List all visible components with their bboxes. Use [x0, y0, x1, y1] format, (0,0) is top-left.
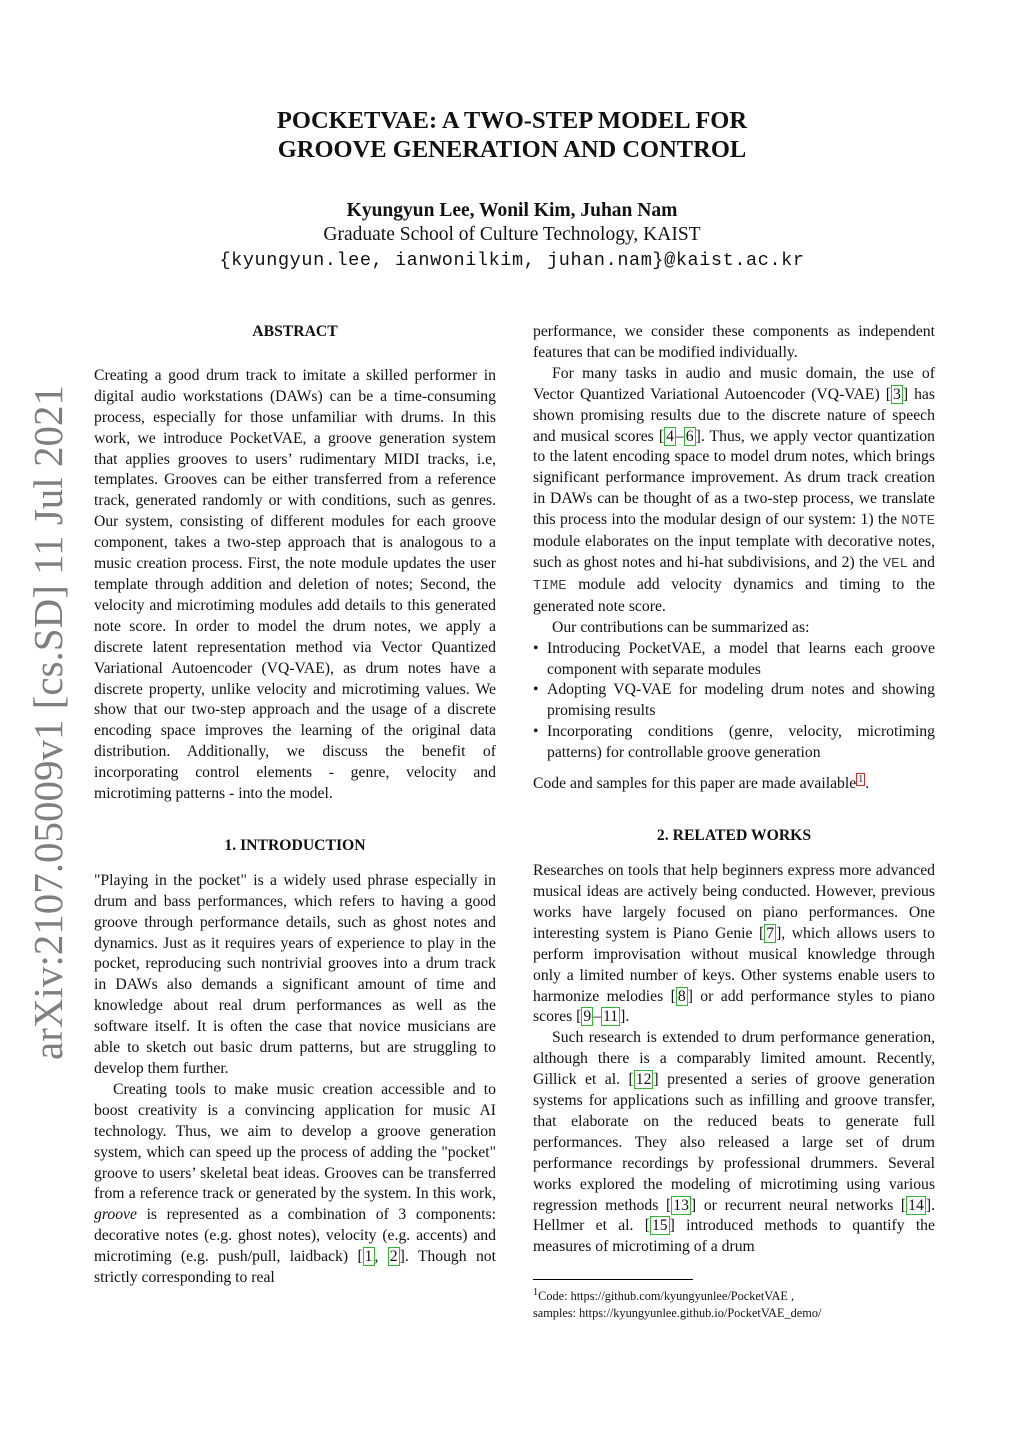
author-emails: {kyungyun.lee, ianwonilkim, juhan.nam}@kaist.ac.kr — [219, 250, 805, 271]
contributions-intro: Our contributions can be summarized as: — [552, 618, 810, 636]
citation-6[interactable]: 6 — [685, 427, 694, 445]
related-works-heading: 2. RELATED WORKS — [656, 827, 812, 845]
footnote-divider — [533, 1279, 693, 1280]
left-column — [94, 322, 496, 1289]
footnote-samples-link[interactable]: samples: https://kyungyunlee.github.io/PocketVAE_demo/ — [533, 1306, 822, 1321]
list-item: • Adopting VQ-VAE for modeling drum notes and showing promising results — [533, 681, 935, 720]
affiliation: Graduate School of Culture Technology, KAIST — [323, 224, 701, 245]
citation-9[interactable]: 9 — [583, 1008, 592, 1026]
time-module-name: TIME — [533, 577, 567, 594]
intro-paragraph-1: "Playing in the pocket" is a widely used phrase especially in drum and bass performances, which refers to having a good groove through performance details, such as ghost notes and dynamics. Just as it requires years of experience to play in the pocket, reproducing such nontrivial grooves into a drum track in DAWs also demands a significant amount of time and knowledge about real drum performances as well as the software itself. It is often the case that novice musicians are able to sketch out basic drum patterns, but are struggling to develop them further. — [94, 871, 496, 1077]
citation-11[interactable]: 11 — [603, 1008, 619, 1026]
intro-paragraph-3: For many tasks in audio and music domain, the use of Vector Quantized Variational Autoencoder (VQ-VAE) [ 3 ] has shown promising results due to the discrete nature of speech and musical scores [ 4 – 6 ]. Thus, we apply vector quantization to the latent encoding space to model drum notes, which brings significant performance improvement. As drum track creation in DAWs can be thought of as a two-step process, we translate this process into the modular design of our system: 1) the NOTE module elaborates on the input template with decorative notes, such as ghost notes and hi-hat subdivisions, and 2) the VEL and TIME module add velocity dynamics and timing to the generated note score. — [533, 364, 936, 615]
intro-paragraph-2: Creating tools to make music creation accessible and to boost creativity is a convincing application for music AI technology. Thus, we aim to develop a groove generation system, which can speed up the process of adding the "pocket" groove to users’ skeletal beat ideas. Grooves can be transferred from a reference track or generated by the system. In this work, groove is represented as a combination of 3 components: decorative notes (e.g. ghost notes), velocity (e.g. accents) and microtiming (e.g. push/pull, laidback) [ 1 , 2 ]. Though not strictly corresponding to real — [94, 1080, 496, 1287]
arxiv-identifier: arXiv:2107.05009v1 [cs.SD] 11 Jul 2021 — [25, 385, 71, 1060]
footnote — [533, 1284, 935, 1322]
availability-note: Code and samples for this paper are made available $^1$ . — [533, 774, 870, 793]
citation-14[interactable]: 14 — [908, 1196, 924, 1214]
footnote-marker[interactable]: 1 — [858, 774, 864, 786]
footnote-code-link[interactable]: Code: https://github.com/kyungyunlee/PocketVAE , — [538, 1289, 795, 1304]
bullet-icon: • — [533, 723, 539, 741]
right-column — [533, 322, 935, 1258]
contributions-list — [533, 639, 935, 764]
authors: Kyungyun Lee, Wonil Kim, Juhan Nam — [346, 200, 678, 221]
intro-paragraph-continued: performance, we consider these components as independent features that can be modified individually. — [533, 323, 935, 361]
citation-12[interactable]: 12 — [635, 1071, 652, 1089]
vel-module-name: VEL — [882, 555, 908, 572]
footnote-number: 1 — [533, 1287, 539, 1298]
bullet-icon: • — [533, 639, 539, 657]
title-line-2: GROOVE GENERATION AND CONTROL — [277, 136, 747, 163]
groove-emphasis: groove — [94, 1206, 137, 1224]
list-item: • Incorporating conditions (genre, velocity, microtiming patterns) for controllable groove generation — [533, 723, 935, 762]
bullet-icon: • — [533, 681, 539, 699]
citation-7[interactable]: 7 — [766, 924, 775, 942]
citation-2[interactable]: 2 — [389, 1248, 398, 1266]
related-paragraph-2: Such research is extended to drum performance generation, although there is a comparably limited amount. Recently, Gillick et al. [ 12 ] presented a series of groove generation systems for applications such as infilling and groove transfer, that elaborate on the reduced beats to generate full performances. They also released a large set of drum performance recordings by professional drummers. Several works explored the modeling of microtiming using various regression methods [ 13 ] or recurrent neural networks [ 14 ]. Hellmer et al. [ 15 ] introduced methods to quantify the measures of microtiming of a drum — [533, 1029, 935, 1256]
citation-1[interactable]: 1 — [364, 1248, 373, 1266]
introduction-heading: 1. INTRODUCTION — [224, 836, 366, 854]
paper-title — [0, 106, 1024, 164]
title-line-1: POCKETVAE: A TWO-STEP MODEL FOR — [276, 107, 748, 134]
citation-3[interactable]: 3 — [893, 385, 901, 403]
citation-4[interactable]: 4 — [666, 427, 674, 445]
abstract-text: Creating a good drum track to imitate a skilled performer in digital audio workstations (DAWs) can be a time-consuming process, especially for those unfamiliar with drums. In this work, we introduce PocketVAE, a groove generation system that applies grooves to users’ rudimentary MIDI tracks, i.e, templates. Grooves can be either transferred from a reference track, generated randomly or with conditions, such as genres. Our system, consisting of different modules for each groove component, takes a two-step approach that is analogous to a music creation process. First, the note module updates the user template through addition and deletion of notes; Second, the velocity and microtiming modules add details to this generated note score. In order to model the drum notes, we apply a discrete latent representation method via Vector Quantized Variational Autoencoder (VQ-VAE), as drum notes have a discrete property, unlike velocity and microtiming values. We show that our two-step approach and the usage of a discrete encoding space improves the learning of the original data distribution. Additionally, we discuss the benefit of incorporating control elements - genre, velocity and microtiming patterns - into the model. — [94, 366, 496, 803]
related-paragraph-1: Researches on tools that help beginners express more advanced musical ideas are actively being conducted. However, previous works have largely focused on piano performances. One interesting system is Piano Genie [ 7 ], which allows users to perform improvisation without musical knowledge through only a limited number of keys. Other systems enable users to harmonize melodies [ 8 ] or add performance styles to piano scores [ 9 – 11 ]. — [533, 862, 935, 1026]
note-module-name: NOTE — [901, 513, 935, 530]
list-item: • Introducing PocketVAE, a model that learns each groove component with separate modules — [533, 639, 935, 678]
citation-15[interactable]: 15 — [651, 1217, 668, 1235]
citation-8[interactable]: 8 — [677, 987, 686, 1005]
citation-13[interactable]: 13 — [673, 1196, 689, 1214]
abstract-heading: ABSTRACT — [252, 323, 338, 340]
